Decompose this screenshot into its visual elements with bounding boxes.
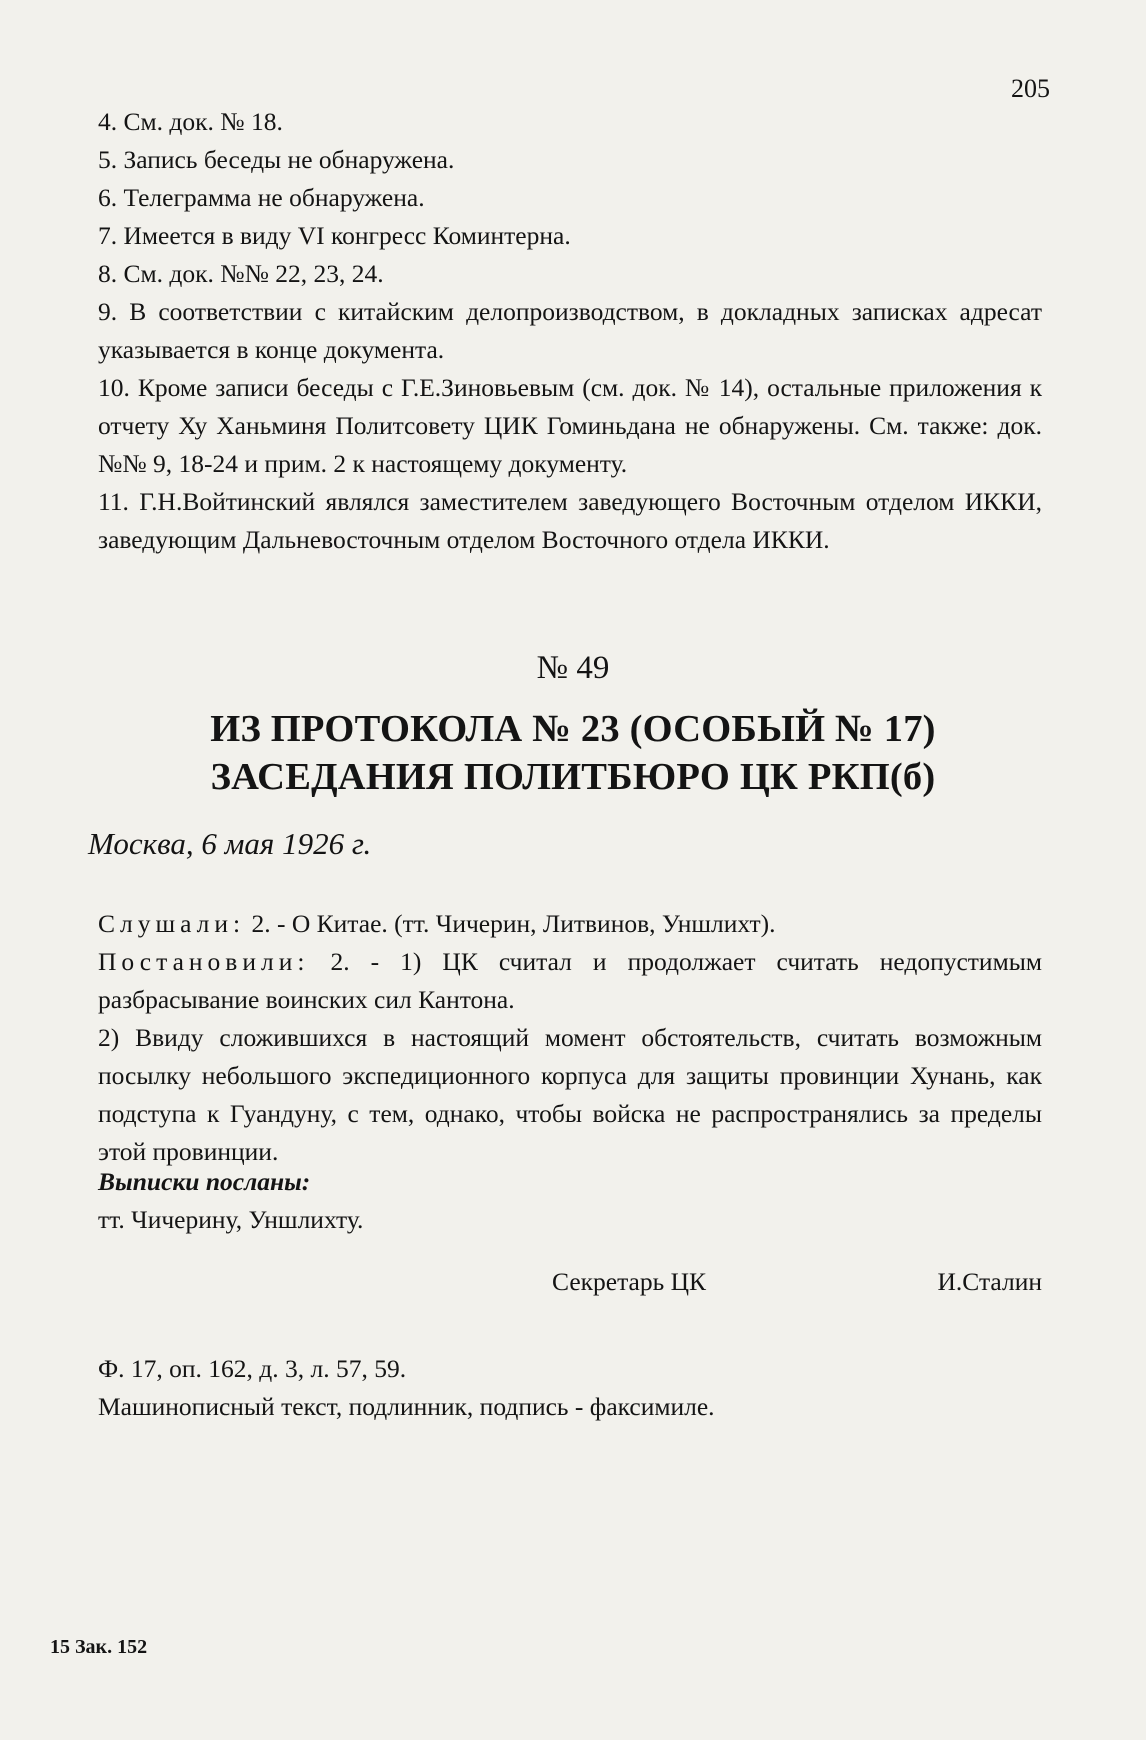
endnote: 6. Телеграмма не обнаружена. [98,183,425,212]
signature-title: Секретарь ЦК [552,1267,707,1296]
distribution-block [98,1163,1042,1239]
point-2-paragraph: 2) Ввиду сложившихся в настоящий момент обстоятельств, считать возможным посылку небольшого экспедиционного корпуса для защиты провинции Хунань, как подступа к Гуандуну, с тем, однако, чтобы войска не распространялись за пределы этой провинции. [98,1023,1042,1166]
printer-mark: 15 Зак. 152 [50,1636,148,1658]
archive-desc: Машинописный текст, подлинник, подпись - факсимиле. [98,1392,715,1421]
dateline: Москва, 6 мая 1926 г. [88,826,372,861]
signature-line [552,1267,1042,1297]
archive-reference [98,1350,1042,1426]
document-number: № 49 [536,650,610,686]
sent-label: Выписки посланы: [98,1167,311,1196]
sent-to: тт. Чичерину, Уншлихту. [98,1205,364,1234]
endnote: 10. Кроме записи беседы с Г.Е.Зиновьевым (см. док. № 14), остальные приложения к отчету Ху Ханьминя Политсовету ЦИК Гоминьдана не обнаружены. См. также: док. №№ 9, 18-24 и прим. 2 к настоящему документу. [98,373,1042,478]
heard-text: 2. - О Китае. (тт. Чичерин, Литвинов, Уншлихт). [251,909,776,938]
endnote: 11. Г.Н.Войтинский являлся заместителем заведующего Восточным отделом ИККИ, заведующим Дальневосточным отделом Восточного отдела ИККИ. [98,487,1042,554]
document-title [0,705,1146,801]
title-line-1: ИЗ ПРОТОКОЛА № 23 (ОСОБЫЙ № 17) [210,708,936,750]
signature-name: И.Сталин [937,1267,1042,1296]
endnote: 9. В соответствии с китайским делопроизводством, в докладных записках адресат указывается в конце документа. [98,297,1042,364]
heard-label: Слушали: [98,909,246,938]
endnote: 4. См. док. № 18. [98,107,283,136]
endnote: 7. Имеется в виду VI конгресс Коминтерна. [98,221,571,250]
page-number: 205 [1011,74,1050,103]
archive-ref: Ф. 17, оп. 162, д. 3, л. 57, 59. [98,1354,407,1383]
endnote: 5. Запись беседы не обнаружена. [98,145,455,174]
protocol-body [98,905,1042,1171]
resolved-text: 2. - 1) ЦК считал и продолжает считать недопустимым разбрасывание воинских сил Кантона. [98,947,1042,1014]
resolved-label: Постановили: [98,947,310,976]
endnotes [98,103,1042,559]
heard-paragraph [98,905,1042,943]
resolved-paragraph [98,943,1042,1019]
endnote: 8. См. док. №№ 22, 23, 24. [98,259,384,288]
title-line-2: ЗАСЕДАНИЯ ПОЛИТБЮРО ЦК РКП(б) [210,756,936,798]
